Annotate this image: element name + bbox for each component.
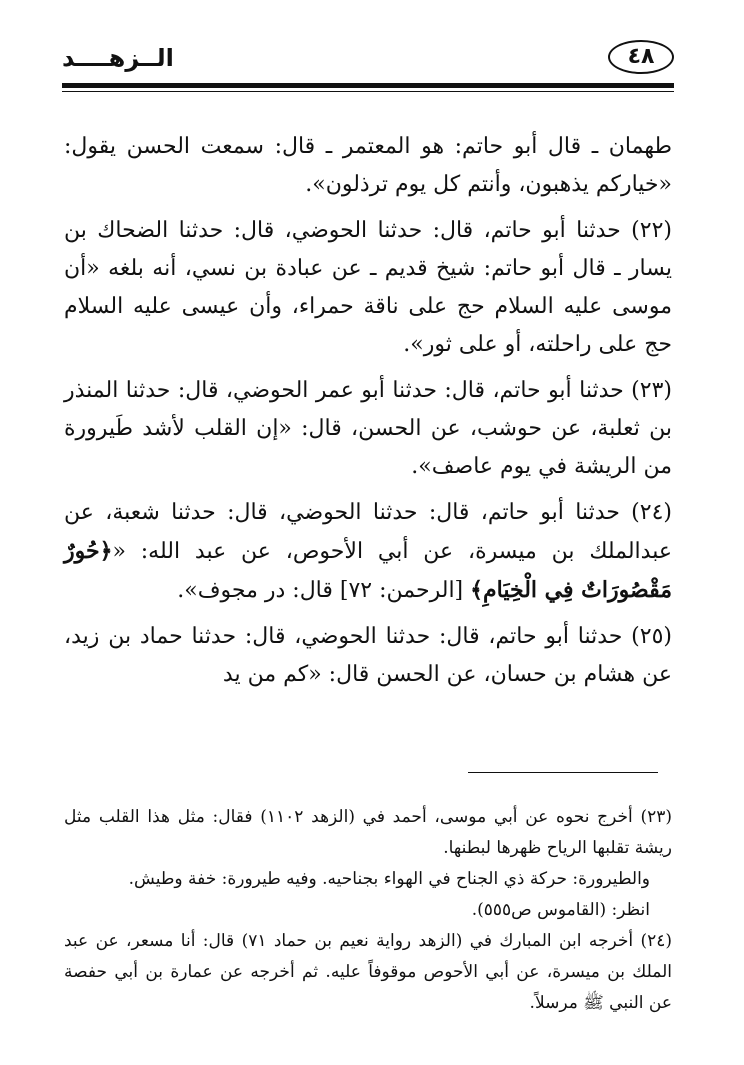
paragraph-21-end: طهمان ـ قال أبو حاتم: هو المعتمر ـ قال: سمعت الحسن يقول: «خياركم يذهبون، وأنتم كل يوم ترذلون». (64, 134, 672, 197)
paragraph-24-tail: [الرحمن: ٧٢] قال: در مجوف». (177, 578, 471, 603)
main-text (64, 128, 672, 702)
paragraph-23: (٢٣) حدثنا أبو حاتم، قال: حدثنا أبو عمر الحوضي، قال: حدثنا المنذر بن ثعلبة، عن حوشب، عن الحسن، قال: «إن القلب لأشد طَيرورة من الريشة في يوم عاصف». (64, 378, 672, 479)
paragraph-22: (٢٢) حدثنا أبو حاتم، قال: حدثنا الحوضي، قال: حدثنا الضحاك بن يسار ـ قال أبو حاتم: شيخ قديم ـ عن عبادة بن نسي، أنه بلغه «أن موسى عليه السلام حج على ناقة حمراء، وأن عيسى عليه السلام حج على راحلته، أو على ثور». (64, 218, 672, 357)
page-number: ٤٨ (608, 40, 674, 74)
paragraph-25: (٢٥) حدثنا أبو حاتم، قال: حدثنا الحوضي، قال: حدثنا حماد بن زيد، عن هشام بن حسان، عن الحسن قال: «كم من يد (64, 624, 672, 687)
header-rule-thin (62, 91, 674, 92)
paragraph-24 (64, 494, 672, 610)
running-title: الــزهــــد (62, 44, 174, 72)
footnote-23: (٢٣) أخرج نحوه عن أبي موسى، أحمد في (الزهد ١١٠٢) فقال: مثل هذا القلب مثل ريشة تقلبها الرياح ظهرها لبطنها. (64, 807, 673, 858)
footnote-separator (468, 772, 658, 773)
header-rule-thick (62, 83, 674, 88)
paragraph-24-text: (٢٤) حدثنا أبو حاتم، قال: حدثنا الحوضي، قال: حدثنا شعبة، عن عبدالملك بن ميسرة، عن أبي الأحوص، عن عبد الله: « (64, 500, 672, 564)
quran-verse: ﴿حُورٌ مَقْصُورَاتٌ فِي الْخِيَامِ﴾ (64, 538, 672, 603)
footnote-24: (٢٤) أخرجه ابن المبارك في (الزهد رواية نعيم بن حماد ٧١) قال: أنا مسعر، عن عبد الملك بن ميسرة، عن أبي الأحوص موقوفاً عليه. ثم أخرجه عن عمارة بن أبي حفصة عن النبي ﷺ مرسلاً. (64, 931, 672, 1013)
footnote-23-ref: انظر: (القاموس ص٥٥٥). (471, 900, 650, 920)
footnotes (64, 802, 672, 1019)
page-header (62, 40, 674, 88)
footnote-23-gloss: والطيرورة: حركة ذي الجناح في الهواء بجناحيه. وفيه طيرورة: خفة وطيش. (128, 869, 650, 889)
